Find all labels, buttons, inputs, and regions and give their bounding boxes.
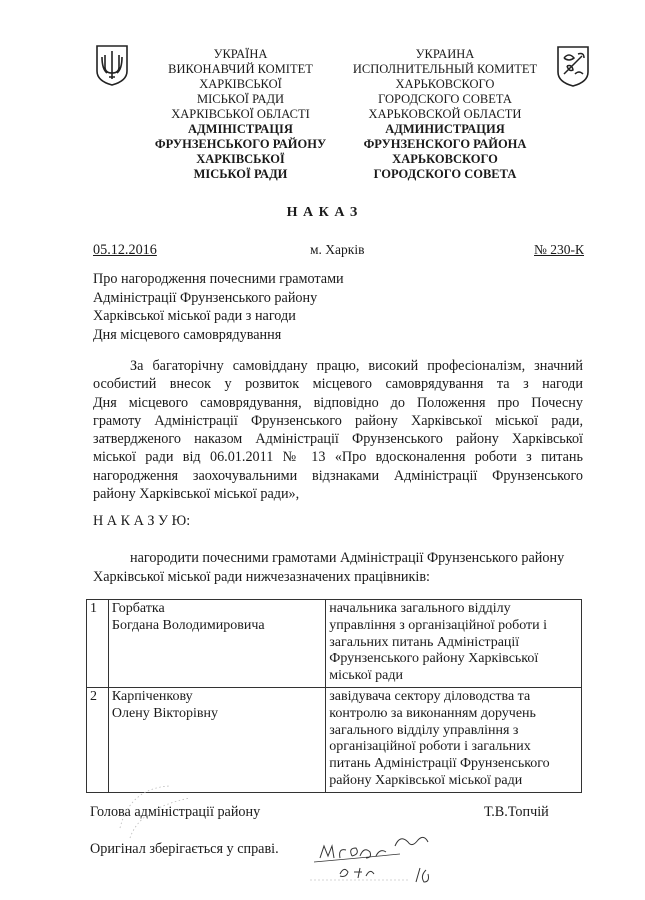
header-right-line: ХАРЬКОВСКОГО xyxy=(395,77,495,91)
subject-line: Адміністрації Фрунзенського району xyxy=(93,289,318,306)
stamp-mark xyxy=(110,778,200,848)
header-left-bold-line: МІСЬКОЇ РАДИ xyxy=(193,167,288,181)
award-line: нагородити почесними грамотами Адміністрації Фрунзенського району xyxy=(130,550,565,566)
body-line: За багаторічну самовіддану працю, високий професіоналізм, значний xyxy=(130,358,583,374)
body-line: затвердженого наказом Адміністрації Фрунзенського району Харківської xyxy=(93,431,583,448)
body-line: нагородження заохочувальними відзнаками Адміністрації Фрунзенського xyxy=(93,467,583,484)
awardee-position xyxy=(326,600,582,688)
awardee-position-line: загального відділу управління з xyxy=(329,722,519,738)
awardee-number: 2 xyxy=(87,687,109,792)
header-left-line: ХАРКІВСЬКОЇ ОБЛАСТІ xyxy=(171,107,310,121)
header-left-line: МІСЬКОЇ РАДИ xyxy=(196,92,285,106)
header-right-bold-line: ФРУНЗЕНСКОГО РАЙОНА xyxy=(363,137,527,151)
body-line: особистий внесок у розвиток місцевого самоврядування та з нагоди xyxy=(93,376,583,393)
signature-name: Т.В.Топчій xyxy=(484,804,549,820)
table-row xyxy=(87,600,582,688)
body-line: району Харківської міської ради», xyxy=(93,486,300,503)
city-coat-of-arms-icon xyxy=(555,44,591,88)
header-right-bold-line: АДМИНИСТРАЦИЯ xyxy=(385,122,505,136)
document-date: 05.12.2016 xyxy=(93,242,157,258)
signature-role: Голова адміністрації району xyxy=(90,804,261,820)
awardee-position-line: міської ради xyxy=(329,668,403,684)
header-left-line: ХАРКІВСЬКОЇ xyxy=(199,77,282,91)
awardee-position-line: начальника загального відділу xyxy=(329,601,511,616)
awardee-position-line: управління з організаційної роботи і xyxy=(329,617,548,633)
order-word: Н А К А З У Ю: xyxy=(93,513,191,529)
table-row xyxy=(87,687,582,792)
handwritten-signature xyxy=(300,828,460,886)
subject-line: Про нагородження почесними грамотами xyxy=(93,271,344,287)
awardee-name-line: Олену Вікторівну xyxy=(111,705,218,721)
document-city: м. Харків xyxy=(310,242,365,257)
awardee-position-line: загальних питань Адміністрації xyxy=(329,634,520,650)
header-left xyxy=(128,47,353,182)
header-left-line: УКРАЇНА xyxy=(213,47,268,61)
award-intro xyxy=(93,549,583,586)
header-right-line: ГОРОДСКОГО СОВЕТА xyxy=(378,92,512,106)
award-line: Харківської міської ради нижчезазначених працівників: xyxy=(93,568,430,585)
trident-emblem-icon xyxy=(94,43,130,87)
header-left-bold-line: ФРУНЗЕНСЬКОГО РАЙОНУ xyxy=(154,137,327,151)
subject-block xyxy=(93,270,344,344)
awardee-name xyxy=(108,687,325,792)
awardee-position-line: контролю за виконанням доручень xyxy=(329,705,536,721)
body-paragraph xyxy=(93,357,583,503)
header-right-line: УКРАИНА xyxy=(415,47,475,61)
awardee-number: 1 xyxy=(87,600,109,688)
header-right-line: ИСПОЛНИТЕЛЬНЫЙ КОМИТЕТ xyxy=(352,62,538,76)
header-right xyxy=(330,47,560,182)
header-left-bold-line: АДМІНІСТРАЦІЯ xyxy=(188,122,293,136)
awardee-name-line: Богдана Володимировича xyxy=(111,617,265,633)
awardees-table xyxy=(86,599,582,793)
awardee-name xyxy=(108,600,325,688)
awardee-position-line: завідувача сектору діловодства та xyxy=(329,688,531,704)
subject-line: Харківської міської ради з нагоди xyxy=(93,308,296,324)
awardee-position-line: Фрунзенського району Харківської xyxy=(329,651,539,667)
awardee-position-line: питань Адміністрації Фрунзенського xyxy=(329,756,550,772)
awardee-name-line: Горбатка xyxy=(111,601,165,616)
document-number: № 230-К xyxy=(534,242,585,257)
original-note: Оригінал зберігається у справі. xyxy=(90,841,279,857)
awardee-position-line: району Харківської міської ради xyxy=(329,772,523,788)
body-line: Дня місцевого самоврядування, відповідно до Положення про Почесну xyxy=(93,394,583,411)
subject-line: Дня місцевого самоврядування xyxy=(93,326,282,343)
header-right-bold-line: ХАРЬКОВСКОГО xyxy=(392,152,498,166)
awardee-name-line: Карпіченкову xyxy=(111,688,193,704)
header-right-bold-line: ГОРОДСКОГО СОВЕТА xyxy=(373,167,517,181)
document-title: Н А К А З xyxy=(286,205,359,220)
header-left-line: ВИКОНАВЧИЙ КОМІТЕТ xyxy=(168,62,313,76)
awardee-position-line: організаційної роботи і загальних xyxy=(329,739,531,755)
awardee-position xyxy=(326,687,582,792)
body-line: міської ради від 06.01.2011 № 13 «Про вдосконалення роботи з питань xyxy=(93,449,583,466)
header-left-bold-line: ХАРКІВСЬКОЇ xyxy=(196,152,285,166)
header-right-line: ХАРЬКОВСКОЙ ОБЛАСТИ xyxy=(368,107,522,121)
body-line: грамоту Адміністрації Фрунзенського району Харківської міської ради, xyxy=(93,412,583,429)
